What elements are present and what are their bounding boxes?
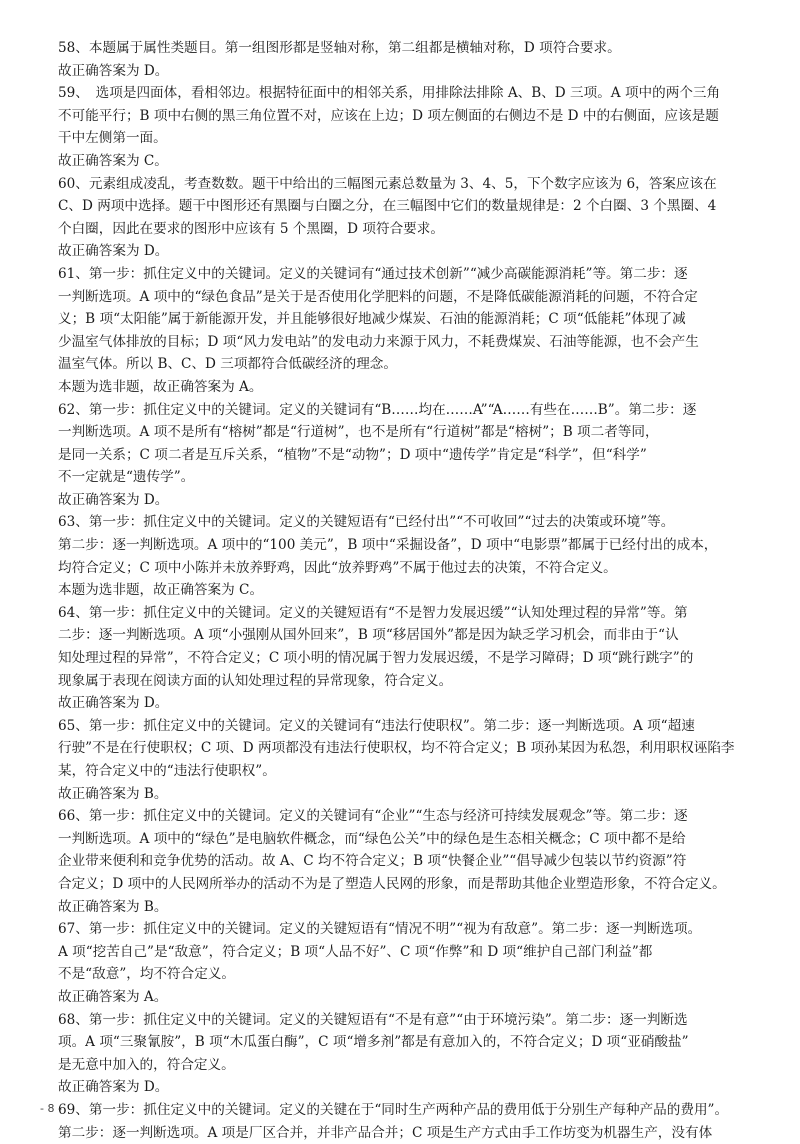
text-line: C、D 两项中选择。题干中图形还有黑圈与白圈之分，在三幅图中它们的数量规律是：2 个白圈、3 个黑圈、4 — [58, 195, 770, 218]
text-line: 知处理过程的异常”，不符合定义；C 项小明的情况属于智力发展迟缓，不是学习障碍；D 项“跳行跳字”的 — [58, 647, 770, 670]
text-line: 温室气体。所以 B、C、D 三项都符合低碳经济的理念。 — [58, 353, 770, 376]
text-line: 个白圈，因此在要求的图形中应该有 5 个黑圈，D 项符合要求。 — [58, 218, 770, 241]
text-line: 故正确答案为 D。 — [58, 60, 770, 83]
text-line: 故正确答案为 A。 — [58, 986, 770, 1009]
text-line: 干中左侧第一面。 — [58, 127, 770, 150]
text-line: 61、第一步：抓住定义中的关键词。定义的关键词有“通过技术创新”“减少高碳能源消耗”等。第二步：逐 — [58, 263, 770, 286]
text-line: 是同一关系；C 项二者是互斥关系，“植物”不是“动物”；D 项中“遗传学”肯定是“科学”，但“科学” — [58, 444, 770, 467]
text-line: 66、第一步：抓住定义中的关键词。定义的关键词有“企业”“生态与经济可持续发展观念”等。第二步：逐 — [58, 805, 770, 828]
text-line: 故正确答案为 D。 — [58, 692, 770, 715]
text-line: 少温室气体排放的目标；D 项“风力发电站”的发电动力来源于风力，不耗费煤炭、石油等能源，也不会产生 — [58, 331, 770, 354]
text-line: 59、 选项是四面体，看相邻边。根据特征面中的相邻关系，用排除法排除 A、B、D 三项。A 项中的两个三角 — [58, 82, 770, 105]
text-line: 67、第一步：抓住定义中的关键词。定义的关键短语有“情况不明”“视为有敌意”。第二步：逐一判断选项。 — [58, 918, 770, 941]
text-line: 项。A 项“三聚氰胺”，B 项“木瓜蛋白酶”，C 项“增多剂”都是有意加入的，不符合定义；D 项“亚硝酸盐” — [58, 1031, 770, 1054]
text-line: 58、本题属于属性类题目。第一组图形都是竖轴对称，第二组都是横轴对称，D 项符合要求。 — [58, 37, 770, 60]
text-line: 某，符合定义中的“违法行使职权”。 — [58, 760, 770, 783]
answer-explanations — [58, 37, 770, 1144]
text-line: 第二步：逐一判断选项。A 项是厂区合并，并非产品合并；C 项是生产方式由手工作坊变为机器生产，没有体 — [58, 1122, 770, 1144]
text-line: 不是“敌意”，均不符合定义。 — [58, 963, 770, 986]
text-line: 60、元素组成凌乱，考查数数。题干中给出的三幅图元素总数量为 3、4、5，下个数字应该为 6，答案应该在 — [58, 173, 770, 196]
text-line: 一判断选项。A 项中的“绿色食品”是关于是否使用化学肥料的问题，不是降低碳能源消耗的问题，不符合定 — [58, 286, 770, 309]
page-number: - 8 - — [40, 1102, 62, 1115]
text-line: 68、第一步：抓住定义中的关键词。定义的关键短语有“不是有意”“由于环境污染”。第二步：逐一判断选 — [58, 1009, 770, 1032]
text-line: 行驶”不是在行使职权；C 项、D 两项都没有违法行使职权，均不符合定义；B 项孙某因为私怨，利用职权诬陷李 — [58, 737, 770, 760]
text-line: 64、第一步：抓住定义中的关键词。定义的关键短语有“不是智力发展迟缓”“认知处理过程的异常”等。第 — [58, 602, 770, 625]
text-line: 是无意中加入的，符合定义。 — [58, 1054, 770, 1077]
text-line: A 项“挖苦自己”是“敌意”，符合定义；B 项“人品不好”、C 项“作弊”和 D 项“维护自己部门利益”都 — [58, 941, 770, 964]
text-line: 均符合定义；C 项中小陈并未放养野鸡，因此“放养野鸡”不属于他过去的决策，不符合定义。 — [58, 557, 770, 580]
text-line: 现象属于表现在阅读方面的认知处理过程的异常现象，符合定义。 — [58, 670, 770, 693]
text-line: 63、第一步：抓住定义中的关键词。定义的关键短语有“已经付出”“不可收回”“过去的决策或环境”等。 — [58, 511, 770, 534]
text-line: 62、第一步：抓住定义中的关键词。定义的关键词有“B……均在……A”“A……有些在……B”。第二步：逐 — [58, 399, 770, 422]
text-line: 不一定就是“遗传学”。 — [58, 466, 770, 489]
text-line: 本题为选非题，故正确答案为 C。 — [58, 579, 770, 602]
text-line: 故正确答案为 B。 — [58, 783, 770, 806]
text-line: 69、第一步：抓住定义中的关键词。定义的关键在于“同时生产两种产品的费用低于分别生产每种产品的费用”。 — [58, 1099, 770, 1122]
text-line: 企业带来便利和竞争优势的活动。故 A、C 均不符合定义；B 项“快餐企业”“倡导减少包装以节约资源”符 — [58, 850, 770, 873]
text-line: 故正确答案为 C。 — [58, 150, 770, 173]
text-line: 不可能平行；B 项中右侧的黑三角位置不对，应该在上边；D 项左侧面的右侧边不是 D 中的右侧面，应该是题 — [58, 105, 770, 128]
text-line: 65、第一步：抓住定义中的关键词。定义的关键词有“违法行使职权”。第二步：逐一判断选项。A 项“超速 — [58, 715, 770, 738]
text-line: 一判断选项。A 项中的“绿色”是电脑软件概念，而“绿色公关”中的绿色是生态相关概念；C 项中都不是给 — [58, 828, 770, 851]
text-line: 一判断选项。A 项不是所有“榕树”都是“行道树”，也不是所有“行道树”都是“榕树”；B 项二者等同， — [58, 421, 770, 444]
text-line: 本题为选非题，故正确答案为 A。 — [58, 376, 770, 399]
text-line: 故正确答案为 D。 — [58, 240, 770, 263]
text-line: 故正确答案为 B。 — [58, 896, 770, 919]
text-line: 二步：逐一判断选项。A 项“小强刚从国外回来”，B 项“移居国外”都是因为缺乏学习机会，而非由于“认 — [58, 624, 770, 647]
text-line: 合定义；D 项中的人民网所举办的活动不为是了塑造人民网的形象，而是帮助其他企业塑造形象，不符合定义。 — [58, 873, 770, 896]
text-line: 故正确答案为 D。 — [58, 489, 770, 512]
text-line: 故正确答案为 D。 — [58, 1076, 770, 1099]
text-line: 义；B 项“太阳能”属于新能源开发，并且能够很好地减少煤炭、石油的能源消耗；C 项“低能耗”体现了减 — [58, 308, 770, 331]
text-line: 第二步：逐一判断选项。A 项中的“100 美元”，B 项中“采掘设备”，D 项中“电影票”都属于已经付出的成本， — [58, 534, 770, 557]
